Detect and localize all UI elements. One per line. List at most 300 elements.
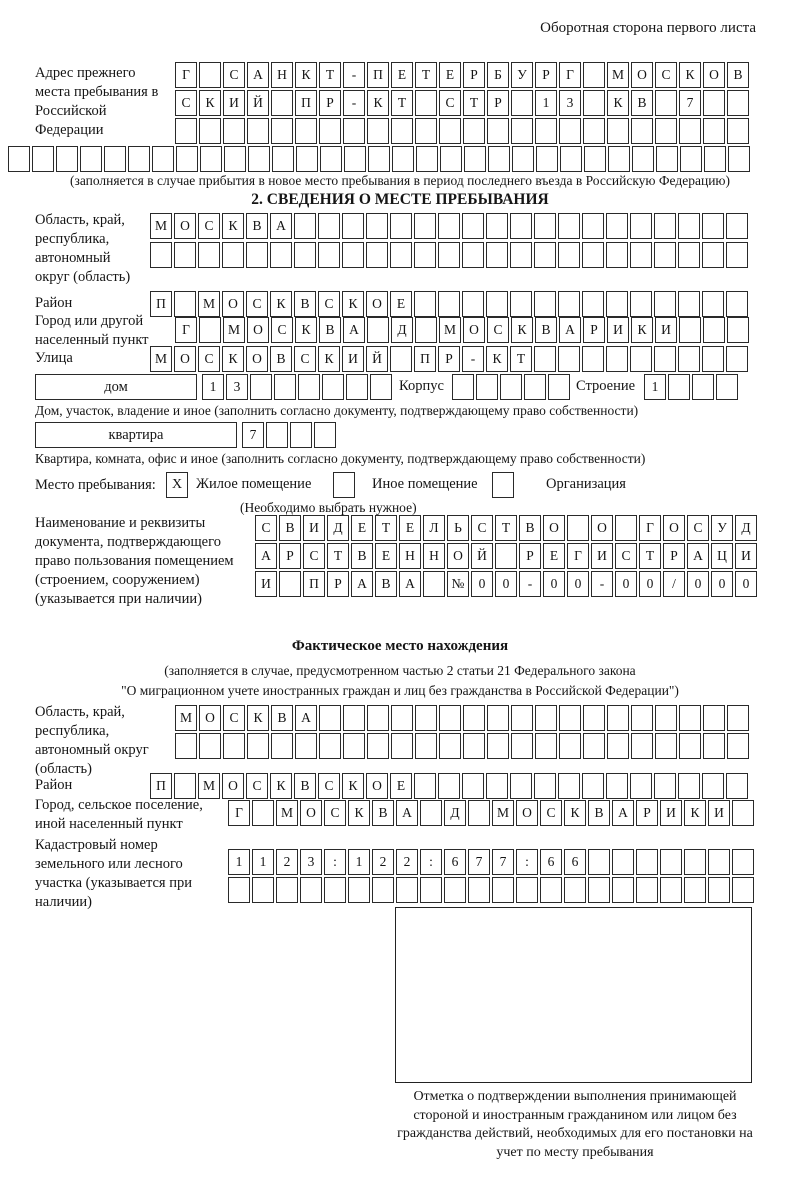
char-cell [318, 242, 340, 268]
char-cell: И [303, 515, 325, 541]
char-cell: С [223, 705, 245, 731]
char-cell [534, 291, 556, 317]
char-cell [476, 374, 498, 400]
cadastral-label: Кадастровый номер земельного или лесного участка (указывается при наличии) [35, 837, 192, 910]
char-cell [415, 118, 437, 144]
char-cell: - [591, 571, 613, 597]
char-cell: 0 [711, 571, 733, 597]
char-cell: Е [391, 62, 413, 88]
char-cell: К [631, 317, 653, 343]
char-cell [367, 733, 389, 759]
char-cell [510, 242, 532, 268]
char-cell [606, 773, 628, 799]
region-row-2 [150, 242, 750, 268]
char-cell [702, 213, 724, 239]
char-cell [8, 146, 30, 172]
prev-address-row-1 [175, 62, 751, 88]
char-cell [606, 346, 628, 372]
char-cell: 1 [202, 374, 224, 400]
char-cell: Т [391, 90, 413, 116]
korpus-label: Корпус [399, 378, 444, 394]
char-cell [228, 877, 250, 903]
char-cell: О [366, 773, 388, 799]
char-cell [732, 800, 754, 826]
char-cell [684, 849, 706, 875]
char-cell [390, 242, 412, 268]
char-cell: Д [391, 317, 413, 343]
char-cell [344, 146, 366, 172]
char-cell [727, 317, 749, 343]
char-cell: Г [175, 62, 197, 88]
char-cell [270, 242, 292, 268]
char-cell [630, 242, 652, 268]
char-cell: 3 [226, 374, 248, 400]
char-cell [548, 374, 570, 400]
char-cell: М [150, 346, 172, 372]
char-cell [630, 213, 652, 239]
cadastral-row-2 [228, 877, 756, 903]
flat-number-row [242, 422, 338, 448]
char-cell [606, 213, 628, 239]
char-cell [314, 422, 336, 448]
char-cell [462, 242, 484, 268]
char-cell [560, 146, 582, 172]
char-cell [631, 118, 653, 144]
char-cell: К [342, 773, 364, 799]
char-cell: О [703, 62, 725, 88]
char-cell [510, 773, 532, 799]
char-cell [199, 62, 221, 88]
char-cell [439, 118, 461, 144]
char-cell: С [471, 515, 493, 541]
char-cell: А [351, 571, 373, 597]
char-cell [420, 877, 442, 903]
char-cell: К [247, 705, 269, 731]
actual-location-title: Фактическое место нахождения [291, 638, 509, 654]
flat-type-box: квартира [35, 422, 237, 448]
char-cell [319, 733, 341, 759]
char-cell: В [279, 515, 301, 541]
residence-note: (Необходимо выбрать нужное) [240, 500, 417, 515]
char-cell [271, 90, 293, 116]
char-cell: С [439, 90, 461, 116]
char-cell: Д [735, 515, 757, 541]
char-cell: О [222, 291, 244, 317]
char-cell: П [150, 773, 172, 799]
char-cell [320, 146, 342, 172]
char-cell [300, 877, 322, 903]
char-cell [608, 146, 630, 172]
residence-option-inoe-label: Иное помещение [372, 476, 478, 492]
char-cell: О [447, 543, 469, 569]
flat-note: Квартира, комната, офис и иное (заполнить согласно документу, подтверждающему право собственности) [35, 451, 646, 466]
char-cell [415, 317, 437, 343]
char-cell: 0 [735, 571, 757, 597]
char-cell: И [655, 317, 677, 343]
char-cell: М [150, 213, 172, 239]
char-cell [391, 733, 413, 759]
char-cell [414, 291, 436, 317]
char-cell [366, 242, 388, 268]
char-cell [540, 877, 562, 903]
char-cell: Г [567, 543, 589, 569]
char-cell [660, 877, 682, 903]
char-cell [524, 374, 546, 400]
actual-region-row-2 [175, 733, 751, 759]
char-cell [250, 374, 272, 400]
char-cell [612, 877, 634, 903]
char-cell: У [711, 515, 733, 541]
char-cell: И [708, 800, 730, 826]
char-cell [615, 515, 637, 541]
char-cell: У [511, 62, 533, 88]
char-cell [487, 705, 509, 731]
char-cell: 6 [444, 849, 466, 875]
char-cell [702, 291, 724, 317]
char-cell: К [607, 90, 629, 116]
char-cell [487, 118, 509, 144]
char-cell: К [564, 800, 586, 826]
char-cell: Е [375, 543, 397, 569]
char-cell: К [348, 800, 370, 826]
char-cell: С [487, 317, 509, 343]
char-cell: 2 [372, 849, 394, 875]
char-cell: А [612, 800, 634, 826]
char-cell [366, 213, 388, 239]
char-cell [708, 877, 730, 903]
char-cell [295, 118, 317, 144]
char-cell [726, 242, 748, 268]
char-cell [319, 118, 341, 144]
char-cell [631, 733, 653, 759]
char-cell: 1 [348, 849, 370, 875]
char-cell [704, 146, 726, 172]
city-label: Город или другой населенный пункт [35, 313, 149, 348]
char-cell [607, 733, 629, 759]
char-cell [495, 543, 517, 569]
char-cell: Р [463, 62, 485, 88]
section2-title: 2. СВЕДЕНИЯ О МЕСТЕ ПРЕБЫВАНИЯ [251, 191, 549, 208]
document-row-1 [255, 515, 759, 541]
char-cell: 1 [228, 849, 250, 875]
residence-option-zhiloe-label: Жилое помещение [196, 476, 312, 492]
char-cell [606, 291, 628, 317]
char-cell [558, 773, 580, 799]
char-cell: 3 [559, 90, 581, 116]
char-cell: В [270, 346, 292, 372]
char-cell [223, 733, 245, 759]
prev-address-note: (заполняется в случае прибытия в новое место пребывания в период последнего въезда в Российскую Федерацию) [69, 173, 731, 188]
char-cell [468, 877, 490, 903]
char-cell [488, 146, 510, 172]
char-cell: М [492, 800, 514, 826]
char-cell [298, 374, 320, 400]
char-cell [348, 877, 370, 903]
char-cell: В [372, 800, 394, 826]
char-cell [534, 242, 556, 268]
char-cell [463, 705, 485, 731]
char-cell: Й [471, 543, 493, 569]
char-cell: С [540, 800, 562, 826]
actual-region-label: Область, край, республика, автономный округ (область) [35, 704, 149, 777]
char-cell [588, 849, 610, 875]
char-cell: М [198, 291, 220, 317]
char-cell [702, 773, 724, 799]
char-cell: О [543, 515, 565, 541]
char-cell [390, 213, 412, 239]
char-cell: С [246, 773, 268, 799]
char-cell [464, 146, 486, 172]
char-cell [56, 146, 78, 172]
char-cell [463, 118, 485, 144]
char-cell [654, 213, 676, 239]
char-cell [607, 705, 629, 731]
char-cell [222, 242, 244, 268]
page-header-note: Оборотная сторона первого листа [540, 20, 756, 36]
char-cell [559, 733, 581, 759]
char-cell: 0 [471, 571, 493, 597]
char-cell [174, 291, 196, 317]
char-cell [534, 346, 556, 372]
char-cell [343, 118, 365, 144]
char-cell [726, 773, 748, 799]
prev-address-row-3 [175, 118, 751, 144]
char-cell [511, 705, 533, 731]
char-cell [678, 242, 700, 268]
char-cell [558, 346, 580, 372]
char-cell [500, 374, 522, 400]
char-cell [655, 733, 677, 759]
char-cell: А [247, 62, 269, 88]
char-cell: О [463, 317, 485, 343]
char-cell [319, 705, 341, 731]
char-cell [468, 800, 490, 826]
char-cell [588, 877, 610, 903]
char-cell [176, 146, 198, 172]
char-cell [150, 242, 172, 268]
char-cell: 0 [639, 571, 661, 597]
char-cell: И [607, 317, 629, 343]
char-cell [290, 422, 312, 448]
char-cell [708, 849, 730, 875]
residence-checkbox-inoe [333, 472, 355, 498]
char-cell [727, 118, 749, 144]
char-cell [678, 773, 700, 799]
char-cell [370, 374, 392, 400]
char-cell: 7 [468, 849, 490, 875]
char-cell [487, 733, 509, 759]
char-cell: Г [175, 317, 197, 343]
char-cell: Л [423, 515, 445, 541]
char-cell: Н [423, 543, 445, 569]
char-cell: 2 [276, 849, 298, 875]
char-cell [678, 291, 700, 317]
char-cell: - [343, 62, 365, 88]
char-cell [444, 877, 466, 903]
char-cell [536, 146, 558, 172]
actual-district-row [150, 773, 750, 799]
char-cell [727, 733, 749, 759]
char-cell [271, 118, 293, 144]
char-cell: И [255, 571, 277, 597]
char-cell [343, 705, 365, 731]
char-cell: Е [351, 515, 373, 541]
char-cell [654, 242, 676, 268]
char-cell: С [615, 543, 637, 569]
char-cell [558, 213, 580, 239]
char-cell: С [318, 773, 340, 799]
char-cell [703, 90, 725, 116]
char-cell [703, 705, 725, 731]
char-cell [342, 242, 364, 268]
residence-option-org-label: Организация [546, 476, 626, 492]
char-cell [692, 374, 714, 400]
char-cell: 7 [242, 422, 264, 448]
char-cell: В [351, 543, 373, 569]
char-cell: Й [366, 346, 388, 372]
char-cell: М [223, 317, 245, 343]
char-cell [655, 705, 677, 731]
char-cell [440, 146, 462, 172]
char-cell: 6 [564, 849, 586, 875]
char-cell [294, 213, 316, 239]
char-cell [726, 291, 748, 317]
char-cell [583, 62, 605, 88]
char-cell [511, 733, 533, 759]
house-type-box: дом [35, 374, 197, 400]
district-label: Район [35, 295, 73, 311]
char-cell: В [631, 90, 653, 116]
char-cell [678, 346, 700, 372]
char-cell [607, 118, 629, 144]
korpus-row [452, 374, 572, 400]
char-cell: И [591, 543, 613, 569]
char-cell: В [519, 515, 541, 541]
region-label: Область, край, республика, автономный округ (область) [35, 212, 131, 285]
char-cell [582, 773, 604, 799]
char-cell [414, 773, 436, 799]
char-cell: И [660, 800, 682, 826]
char-cell [200, 146, 222, 172]
char-cell: С [318, 291, 340, 317]
char-cell [726, 346, 748, 372]
char-cell [630, 346, 652, 372]
char-cell [703, 733, 725, 759]
char-cell [223, 118, 245, 144]
residence-checkbox-org [492, 472, 514, 498]
char-cell [606, 242, 628, 268]
char-cell: Д [327, 515, 349, 541]
char-cell: / [663, 571, 685, 597]
char-cell: С [294, 346, 316, 372]
char-cell: М [175, 705, 197, 731]
char-cell: О [631, 62, 653, 88]
stroenie-row [644, 374, 740, 400]
char-cell [367, 118, 389, 144]
city-row [175, 317, 751, 343]
char-cell [583, 118, 605, 144]
char-cell [224, 146, 246, 172]
char-cell: С [324, 800, 346, 826]
char-cell: О [591, 515, 613, 541]
actual-location-note-2: "О миграционном учете иностранных граждан и лиц без гражданства в Российской Федерации") [121, 683, 679, 698]
char-cell [343, 733, 365, 759]
char-cell [732, 849, 754, 875]
char-cell: И [342, 346, 364, 372]
char-cell: В [246, 213, 268, 239]
char-cell [559, 118, 581, 144]
char-cell: Т [327, 543, 349, 569]
char-cell: Т [639, 543, 661, 569]
char-cell: П [303, 571, 325, 597]
char-cell: С [255, 515, 277, 541]
char-cell [438, 291, 460, 317]
char-cell: К [199, 90, 221, 116]
char-cell [368, 146, 390, 172]
actual-city-label: Город, сельское поселение, иной населенный пункт [35, 797, 203, 832]
char-cell: 2 [396, 849, 418, 875]
char-cell: М [198, 773, 220, 799]
char-cell: К [342, 291, 364, 317]
char-cell: П [295, 90, 317, 116]
char-cell: К [295, 62, 317, 88]
residence-label: Место пребывания: [35, 477, 156, 493]
region-row-1 [150, 213, 750, 239]
char-cell: Й [247, 90, 269, 116]
char-cell [582, 213, 604, 239]
char-cell [668, 374, 690, 400]
char-cell [198, 242, 220, 268]
char-cell: К [679, 62, 701, 88]
char-cell [726, 213, 748, 239]
house-note: Дом, участок, владение и иное (заполнить согласно документу, подтверждающему право собственности) [35, 403, 639, 418]
char-cell [294, 242, 316, 268]
street-row [150, 346, 750, 372]
char-cell [631, 705, 653, 731]
char-cell [582, 242, 604, 268]
char-cell [679, 317, 701, 343]
char-cell: 0 [687, 571, 709, 597]
char-cell [632, 146, 654, 172]
char-cell [535, 118, 557, 144]
char-cell: В [271, 705, 293, 731]
char-cell [420, 800, 442, 826]
char-cell: Ь [447, 515, 469, 541]
char-cell: № [447, 571, 469, 597]
char-cell [391, 118, 413, 144]
char-cell [266, 422, 288, 448]
char-cell [415, 733, 437, 759]
char-cell [630, 773, 652, 799]
char-cell [295, 733, 317, 759]
char-cell: М [607, 62, 629, 88]
document-label: Наименование и реквизиты документа, подтверждающего право пользования помещением (строением, сооружением) (указывается при наличии) [35, 515, 234, 607]
residence-checkbox-zhiloe: X [166, 472, 188, 498]
char-cell: С [198, 213, 220, 239]
char-cell: П [150, 291, 172, 317]
char-cell: Р [487, 90, 509, 116]
char-cell [684, 877, 706, 903]
char-cell [104, 146, 126, 172]
char-cell [727, 705, 749, 731]
char-cell [276, 877, 298, 903]
char-cell [655, 118, 677, 144]
char-cell [128, 146, 150, 172]
char-cell: О [174, 213, 196, 239]
char-cell [511, 118, 533, 144]
char-cell [583, 705, 605, 731]
char-cell [392, 146, 414, 172]
